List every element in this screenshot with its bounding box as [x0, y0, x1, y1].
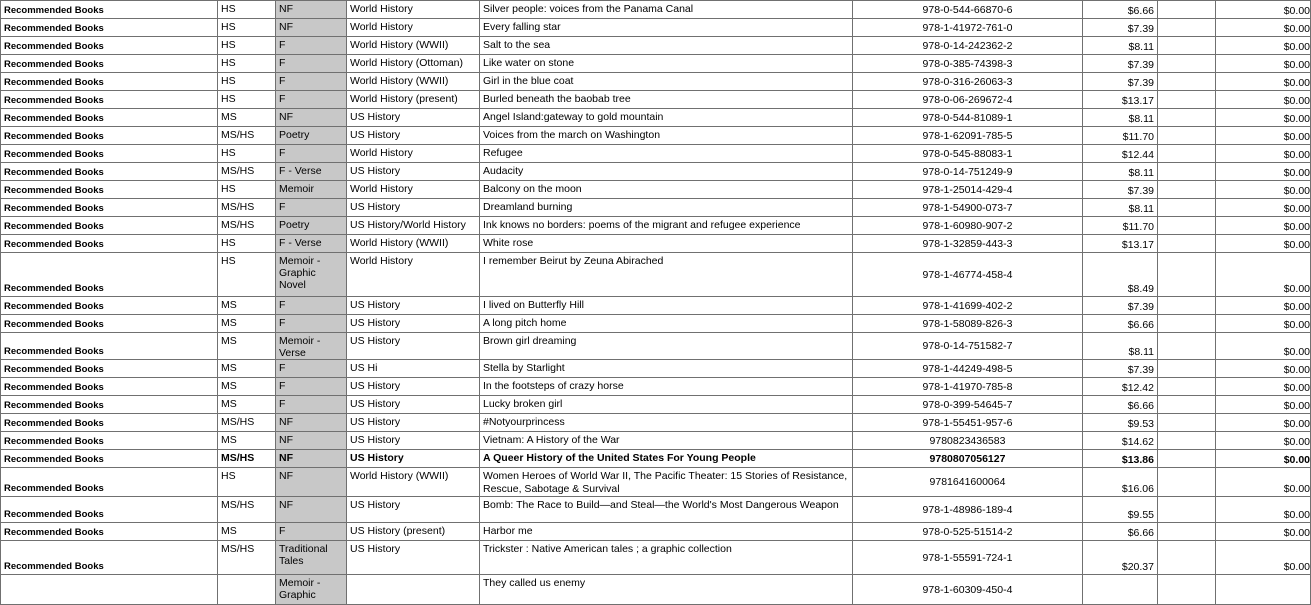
title-cell[interactable]: Girl in the blue coat — [480, 73, 853, 91]
qty-cell[interactable] — [1158, 91, 1216, 109]
title-cell[interactable]: Audacity — [480, 163, 853, 181]
title-cell[interactable]: A long pitch home — [480, 315, 853, 333]
genre-cell[interactable]: NF — [276, 19, 347, 37]
price-cell[interactable]: $8.11 — [1083, 199, 1158, 217]
list-cell[interactable]: Recommended Books — [1, 523, 218, 541]
total-cell[interactable]: $0.00 — [1216, 145, 1311, 163]
total-cell[interactable]: $0.00 — [1216, 19, 1311, 37]
list-cell[interactable]: Recommended Books — [1, 181, 218, 199]
subject-cell[interactable] — [347, 575, 480, 605]
total-cell[interactable]: $0.00 — [1216, 1, 1311, 19]
title-cell[interactable]: Voices from the march on Washington — [480, 127, 853, 145]
isbn-cell[interactable]: 978-1-32859-443-3 — [853, 235, 1083, 253]
qty-cell[interactable] — [1158, 450, 1216, 468]
subject-cell[interactable]: US History (present) — [347, 523, 480, 541]
subject-cell[interactable]: World History — [347, 181, 480, 199]
subject-cell[interactable]: US History — [347, 378, 480, 396]
table-row — [1, 1, 1311, 19]
price-cell[interactable]: $12.44 — [1083, 145, 1158, 163]
genre-cell[interactable]: F — [276, 396, 347, 414]
list-cell[interactable]: Recommended Books — [1, 360, 218, 378]
table-row — [1, 145, 1311, 163]
genre-cell[interactable]: NF — [276, 414, 347, 432]
table-row — [1, 333, 1311, 360]
list-cell[interactable]: Recommended Books — [1, 468, 218, 497]
list-cell[interactable]: Recommended Books — [1, 55, 218, 73]
title-cell[interactable]: In the footsteps of crazy horse — [480, 378, 853, 396]
price-cell[interactable]: $7.39 — [1083, 19, 1158, 37]
price-cell[interactable]: $6.66 — [1083, 523, 1158, 541]
price-cell[interactable]: $8.11 — [1083, 333, 1158, 360]
genre-cell[interactable]: NF — [276, 109, 347, 127]
level-cell[interactable]: MS/HS — [218, 541, 276, 575]
list-cell[interactable]: Recommended Books — [1, 145, 218, 163]
level-cell[interactable]: MS — [218, 315, 276, 333]
list-cell[interactable]: Recommended Books — [1, 37, 218, 55]
table-row — [1, 37, 1311, 55]
list-cell[interactable]: Recommended Books — [1, 109, 218, 127]
total-cell[interactable]: $0.00 — [1216, 396, 1311, 414]
genre-cell[interactable]: NF — [276, 497, 347, 523]
isbn-cell[interactable]: 978-0-06-269672-4 — [853, 91, 1083, 109]
total-cell[interactable]: $0.00 — [1216, 235, 1311, 253]
table-row — [1, 127, 1311, 145]
level-cell[interactable]: MS/HS — [218, 199, 276, 217]
total-cell[interactable]: $0.00 — [1216, 181, 1311, 199]
total-cell[interactable]: $0.00 — [1216, 360, 1311, 378]
genre-cell[interactable]: Memoir - Graphic — [276, 575, 347, 605]
price-cell[interactable]: $7.39 — [1083, 181, 1158, 199]
total-cell[interactable]: $0.00 — [1216, 253, 1311, 297]
price-cell[interactable]: $8.49 — [1083, 253, 1158, 297]
isbn-cell[interactable]: 978-1-58089-826-3 — [853, 315, 1083, 333]
list-cell[interactable]: Recommended Books — [1, 450, 218, 468]
isbn-cell[interactable]: 978-1-55451-957-6 — [853, 414, 1083, 432]
isbn-cell[interactable]: 978-1-60980-907-2 — [853, 217, 1083, 235]
total-cell[interactable]: $0.00 — [1216, 497, 1311, 523]
list-cell[interactable]: Recommended Books — [1, 396, 218, 414]
level-cell[interactable]: MS/HS — [218, 414, 276, 432]
total-cell[interactable]: $0.00 — [1216, 378, 1311, 396]
level-cell[interactable]: HS — [218, 19, 276, 37]
price-cell[interactable]: $14.62 — [1083, 432, 1158, 450]
genre-cell[interactable]: Poetry — [276, 217, 347, 235]
isbn-cell[interactable]: 978-0-316-26063-3 — [853, 73, 1083, 91]
price-cell[interactable]: $11.70 — [1083, 127, 1158, 145]
subject-cell[interactable]: World History (Ottoman) — [347, 55, 480, 73]
table-row — [1, 432, 1311, 450]
title-cell[interactable]: Brown girl dreaming — [480, 333, 853, 360]
price-cell[interactable] — [1083, 575, 1158, 605]
isbn-cell[interactable]: 978-0-399-54645-7 — [853, 396, 1083, 414]
qty-cell[interactable] — [1158, 109, 1216, 127]
table-row — [1, 109, 1311, 127]
genre-cell[interactable]: Memoir — [276, 181, 347, 199]
list-cell[interactable]: Recommended Books — [1, 199, 218, 217]
genre-cell[interactable]: F - Verse — [276, 163, 347, 181]
isbn-cell[interactable]: 978-1-25014-429-4 — [853, 181, 1083, 199]
total-cell[interactable]: $0.00 — [1216, 73, 1311, 91]
total-cell[interactable]: $0.00 — [1216, 523, 1311, 541]
table-row — [1, 253, 1311, 297]
total-cell[interactable]: $0.00 — [1216, 217, 1311, 235]
genre-cell[interactable]: F — [276, 378, 347, 396]
level-cell[interactable]: MS — [218, 432, 276, 450]
price-cell[interactable]: $16.06 — [1083, 468, 1158, 497]
title-cell[interactable]: Trickster : Native American tales ; a graphic collection — [480, 541, 853, 575]
genre-cell[interactable]: F — [276, 360, 347, 378]
table-row — [1, 297, 1311, 315]
subject-cell[interactable]: World History — [347, 145, 480, 163]
subject-cell[interactable]: US History — [347, 333, 480, 360]
level-cell[interactable]: MS/HS — [218, 450, 276, 468]
list-cell[interactable]: Recommended Books — [1, 432, 218, 450]
isbn-cell[interactable]: 9780823436583 — [853, 432, 1083, 450]
level-cell[interactable] — [218, 575, 276, 605]
price-cell[interactable]: $11.70 — [1083, 217, 1158, 235]
qty-cell[interactable] — [1158, 432, 1216, 450]
isbn-cell[interactable]: 978-1-60309-450-4 — [853, 575, 1083, 605]
total-cell[interactable] — [1216, 575, 1311, 605]
total-cell[interactable]: $0.00 — [1216, 37, 1311, 55]
title-cell[interactable]: Vietnam: A History of the War — [480, 432, 853, 450]
list-cell[interactable]: Recommended Books — [1, 315, 218, 333]
price-cell[interactable]: $9.53 — [1083, 414, 1158, 432]
level-cell[interactable]: MS/HS — [218, 497, 276, 523]
level-cell[interactable]: HS — [218, 468, 276, 497]
title-cell[interactable]: I lived on Butterfly Hill — [480, 297, 853, 315]
list-cell[interactable]: Recommended Books — [1, 127, 218, 145]
genre-cell[interactable]: F — [276, 145, 347, 163]
qty-cell[interactable] — [1158, 253, 1216, 297]
level-cell[interactable]: MS/HS — [218, 217, 276, 235]
price-cell[interactable]: $9.55 — [1083, 497, 1158, 523]
qty-cell[interactable] — [1158, 297, 1216, 315]
genre-cell[interactable]: NF — [276, 432, 347, 450]
level-cell[interactable]: HS — [218, 91, 276, 109]
subject-cell[interactable]: World History (present) — [347, 91, 480, 109]
subject-cell[interactable]: US History — [347, 127, 480, 145]
title-cell[interactable]: Bomb: The Race to Build—and Steal—the World's Most Dangerous Weapon — [480, 497, 853, 523]
table-row — [1, 217, 1311, 235]
table-row — [1, 541, 1311, 575]
genre-cell[interactable]: Traditional Tales — [276, 541, 347, 575]
price-cell[interactable]: $8.11 — [1083, 109, 1158, 127]
subject-cell[interactable]: World History — [347, 1, 480, 19]
title-cell[interactable]: Harbor me — [480, 523, 853, 541]
isbn-cell[interactable]: 978-1-41970-785-8 — [853, 378, 1083, 396]
table-row — [1, 497, 1311, 523]
title-cell[interactable]: White rose — [480, 235, 853, 253]
table-row — [1, 163, 1311, 181]
isbn-cell[interactable]: 978-0-14-242362-2 — [853, 37, 1083, 55]
level-cell[interactable]: MS — [218, 333, 276, 360]
list-cell[interactable]: Recommended Books — [1, 414, 218, 432]
price-cell[interactable]: $7.39 — [1083, 297, 1158, 315]
level-cell[interactable]: MS — [218, 523, 276, 541]
isbn-cell[interactable]: 978-0-385-74398-3 — [853, 55, 1083, 73]
subject-cell[interactable]: US History — [347, 315, 480, 333]
subject-cell[interactable]: World History (WWII) — [347, 37, 480, 55]
genre-cell[interactable]: Poetry — [276, 127, 347, 145]
level-cell[interactable]: MS — [218, 360, 276, 378]
list-cell[interactable]: Recommended Books — [1, 19, 218, 37]
list-cell[interactable]: Recommended Books — [1, 541, 218, 575]
title-cell[interactable]: Angel Island:gateway to gold mountain — [480, 109, 853, 127]
subject-cell[interactable]: US History — [347, 163, 480, 181]
qty-cell[interactable] — [1158, 163, 1216, 181]
title-cell[interactable]: Dreamland burning — [480, 199, 853, 217]
qty-cell[interactable] — [1158, 181, 1216, 199]
title-cell[interactable]: A Queer History of the United States For Young People — [480, 450, 853, 468]
list-cell[interactable]: Recommended Books — [1, 163, 218, 181]
total-cell[interactable]: $0.00 — [1216, 127, 1311, 145]
total-cell[interactable]: $0.00 — [1216, 199, 1311, 217]
table-row — [1, 396, 1311, 414]
level-cell[interactable]: MS/HS — [218, 127, 276, 145]
isbn-cell[interactable]: 9781641600064 — [853, 468, 1083, 497]
subject-cell[interactable]: World History (WWII) — [347, 73, 480, 91]
table-row — [1, 73, 1311, 91]
isbn-cell[interactable]: 978-0-525-51514-2 — [853, 523, 1083, 541]
list-cell[interactable]: Recommended Books — [1, 73, 218, 91]
total-cell[interactable]: $0.00 — [1216, 109, 1311, 127]
price-cell[interactable]: $13.17 — [1083, 91, 1158, 109]
level-cell[interactable]: HS — [218, 1, 276, 19]
qty-cell[interactable] — [1158, 127, 1216, 145]
level-cell[interactable]: MS/HS — [218, 163, 276, 181]
total-cell[interactable]: $0.00 — [1216, 297, 1311, 315]
isbn-cell[interactable]: 978-1-46774-458-4 — [853, 253, 1083, 297]
table-row — [1, 19, 1311, 37]
subject-cell[interactable]: US History — [347, 414, 480, 432]
table-row — [1, 414, 1311, 432]
price-cell[interactable]: $13.17 — [1083, 235, 1158, 253]
title-cell[interactable]: They called us enemy — [480, 575, 853, 605]
level-cell[interactable]: HS — [218, 181, 276, 199]
isbn-cell[interactable]: 978-0-545-88083-1 — [853, 145, 1083, 163]
isbn-cell[interactable]: 9780807056127 — [853, 450, 1083, 468]
table-row — [1, 575, 1311, 605]
price-cell[interactable]: $8.11 — [1083, 163, 1158, 181]
level-cell[interactable]: MS — [218, 109, 276, 127]
subject-cell[interactable]: US History — [347, 497, 480, 523]
isbn-cell[interactable]: 978-1-55591-724-1 — [853, 541, 1083, 575]
qty-cell[interactable] — [1158, 217, 1216, 235]
title-cell[interactable]: #Notyourprincess — [480, 414, 853, 432]
table-row — [1, 55, 1311, 73]
subject-cell[interactable]: US History — [347, 432, 480, 450]
qty-cell[interactable] — [1158, 235, 1216, 253]
genre-cell[interactable]: NF — [276, 468, 347, 497]
genre-cell[interactable]: NF — [276, 1, 347, 19]
genre-cell[interactable]: F — [276, 73, 347, 91]
genre-cell[interactable]: F — [276, 37, 347, 55]
qty-cell[interactable] — [1158, 396, 1216, 414]
subject-cell[interactable]: US History — [347, 199, 480, 217]
total-cell[interactable]: $0.00 — [1216, 55, 1311, 73]
level-cell[interactable]: HS — [218, 55, 276, 73]
genre-cell[interactable]: Memoir - Verse — [276, 333, 347, 360]
isbn-cell[interactable]: 978-1-41972-761-0 — [853, 19, 1083, 37]
qty-cell[interactable] — [1158, 378, 1216, 396]
price-cell[interactable]: $13.86 — [1083, 450, 1158, 468]
subject-cell[interactable]: US History — [347, 396, 480, 414]
genre-cell[interactable]: F - Verse — [276, 235, 347, 253]
total-cell[interactable]: $0.00 — [1216, 163, 1311, 181]
subject-cell[interactable]: US Hi — [347, 360, 480, 378]
list-cell[interactable]: Recommended Books — [1, 217, 218, 235]
table-row — [1, 181, 1311, 199]
subject-cell[interactable]: US History — [347, 450, 480, 468]
total-cell[interactable]: $0.00 — [1216, 315, 1311, 333]
qty-cell[interactable] — [1158, 55, 1216, 73]
list-cell[interactable]: Recommended Books — [1, 1, 218, 19]
price-cell[interactable]: $20.37 — [1083, 541, 1158, 575]
qty-cell[interactable] — [1158, 1, 1216, 19]
qty-cell[interactable] — [1158, 523, 1216, 541]
qty-cell[interactable] — [1158, 73, 1216, 91]
isbn-cell[interactable]: 978-1-54900-073-7 — [853, 199, 1083, 217]
genre-cell[interactable]: NF — [276, 450, 347, 468]
isbn-cell[interactable]: 978-0-544-66870-6 — [853, 1, 1083, 19]
genre-cell[interactable]: F — [276, 91, 347, 109]
qty-cell[interactable] — [1158, 315, 1216, 333]
table-row — [1, 315, 1311, 333]
title-cell[interactable]: Women Heroes of World War II, The Pacific Theater: 15 Stories of Resistance, Rescue, Sabotage & Survival — [480, 468, 853, 497]
qty-cell[interactable] — [1158, 468, 1216, 497]
qty-cell[interactable] — [1158, 145, 1216, 163]
qty-cell[interactable] — [1158, 541, 1216, 575]
level-cell[interactable]: MS — [218, 396, 276, 414]
total-cell[interactable]: $0.00 — [1216, 450, 1311, 468]
price-cell[interactable]: $12.42 — [1083, 378, 1158, 396]
isbn-cell[interactable]: 978-1-48986-189-4 — [853, 497, 1083, 523]
level-cell[interactable]: HS — [218, 235, 276, 253]
isbn-cell[interactable]: 978-1-41699-402-2 — [853, 297, 1083, 315]
list-cell[interactable]: Recommended Books — [1, 333, 218, 360]
table-row — [1, 450, 1311, 468]
level-cell[interactable]: HS — [218, 253, 276, 297]
qty-cell[interactable] — [1158, 575, 1216, 605]
genre-cell[interactable]: F — [276, 199, 347, 217]
qty-cell[interactable] — [1158, 19, 1216, 37]
list-cell[interactable] — [1, 575, 218, 605]
table-row — [1, 91, 1311, 109]
qty-cell[interactable] — [1158, 414, 1216, 432]
total-cell[interactable]: $0.00 — [1216, 91, 1311, 109]
list-cell[interactable]: Recommended Books — [1, 497, 218, 523]
price-cell[interactable]: $8.11 — [1083, 37, 1158, 55]
title-cell[interactable]: Every falling star — [480, 19, 853, 37]
genre-cell[interactable]: F — [276, 315, 347, 333]
table-row — [1, 199, 1311, 217]
price-cell[interactable]: $7.39 — [1083, 55, 1158, 73]
table-row — [1, 235, 1311, 253]
subject-cell[interactable]: US History — [347, 541, 480, 575]
total-cell[interactable]: $0.00 — [1216, 468, 1311, 497]
table-row — [1, 360, 1311, 378]
title-cell[interactable]: I remember Beirut by Zeuna Abirached — [480, 253, 853, 297]
table-row — [1, 378, 1311, 396]
subject-cell[interactable]: World History (WWII) — [347, 235, 480, 253]
list-cell[interactable]: Recommended Books — [1, 378, 218, 396]
level-cell[interactable]: HS — [218, 73, 276, 91]
total-cell[interactable]: $0.00 — [1216, 414, 1311, 432]
level-cell[interactable]: HS — [218, 37, 276, 55]
price-cell[interactable]: $6.66 — [1083, 315, 1158, 333]
price-cell[interactable]: $7.39 — [1083, 73, 1158, 91]
level-cell[interactable]: HS — [218, 145, 276, 163]
title-cell[interactable]: Balcony on the moon — [480, 181, 853, 199]
title-cell[interactable]: Burled beneath the baobab tree — [480, 91, 853, 109]
isbn-cell[interactable]: 978-1-44249-498-5 — [853, 360, 1083, 378]
qty-cell[interactable] — [1158, 37, 1216, 55]
isbn-cell[interactable]: 978-0-14-751249-9 — [853, 163, 1083, 181]
subject-cell[interactable]: US History — [347, 109, 480, 127]
title-cell[interactable]: Stella by Starlight — [480, 360, 853, 378]
total-cell[interactable]: $0.00 — [1216, 333, 1311, 360]
table-body — [1, 1, 1311, 605]
title-cell[interactable]: Lucky broken girl — [480, 396, 853, 414]
qty-cell[interactable] — [1158, 333, 1216, 360]
title-cell[interactable]: Salt to the sea — [480, 37, 853, 55]
subject-cell[interactable]: World History — [347, 253, 480, 297]
genre-cell[interactable]: F — [276, 55, 347, 73]
list-cell[interactable]: Recommended Books — [1, 91, 218, 109]
isbn-cell[interactable]: 978-0-14-751582-7 — [853, 333, 1083, 360]
total-cell[interactable]: $0.00 — [1216, 432, 1311, 450]
qty-cell[interactable] — [1158, 199, 1216, 217]
subject-cell[interactable]: World History — [347, 19, 480, 37]
level-cell[interactable]: MS — [218, 297, 276, 315]
isbn-cell[interactable]: 978-0-544-81089-1 — [853, 109, 1083, 127]
isbn-cell[interactable]: 978-1-62091-785-5 — [853, 127, 1083, 145]
qty-cell[interactable] — [1158, 497, 1216, 523]
list-cell[interactable]: Recommended Books — [1, 235, 218, 253]
subject-cell[interactable]: World History (WWII) — [347, 468, 480, 497]
level-cell[interactable]: MS — [218, 378, 276, 396]
total-cell[interactable]: $0.00 — [1216, 541, 1311, 575]
genre-cell[interactable]: F — [276, 523, 347, 541]
title-cell[interactable]: Silver people: voices from the Panama Canal — [480, 1, 853, 19]
table-row — [1, 468, 1311, 497]
list-cell[interactable]: Recommended Books — [1, 297, 218, 315]
subject-cell[interactable]: US History — [347, 297, 480, 315]
list-cell[interactable]: Recommended Books — [1, 253, 218, 297]
title-cell[interactable]: Refugee — [480, 145, 853, 163]
price-cell[interactable]: $6.66 — [1083, 1, 1158, 19]
title-cell[interactable]: Ink knows no borders: poems of the migrant and refugee experience — [480, 217, 853, 235]
price-cell[interactable]: $6.66 — [1083, 396, 1158, 414]
table-row — [1, 523, 1311, 541]
title-cell[interactable]: Like water on stone — [480, 55, 853, 73]
qty-cell[interactable] — [1158, 360, 1216, 378]
price-cell[interactable]: $7.39 — [1083, 360, 1158, 378]
genre-cell[interactable]: F — [276, 297, 347, 315]
genre-cell[interactable]: Memoir - Graphic Novel — [276, 253, 347, 297]
subject-cell[interactable]: US History/World History — [347, 217, 480, 235]
